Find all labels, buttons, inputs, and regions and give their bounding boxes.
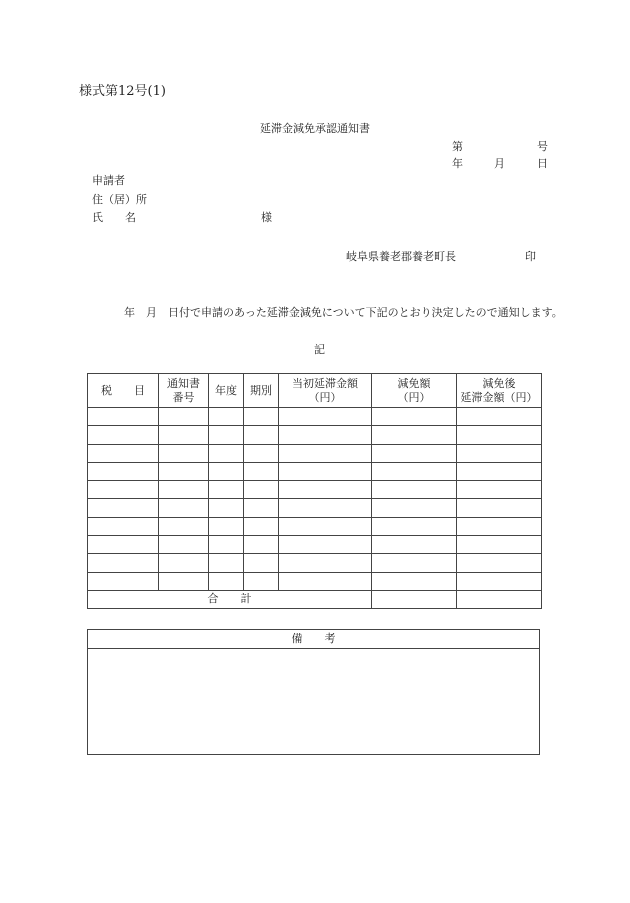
header-exemption-amount: 減免額 （円） xyxy=(372,374,457,408)
table-row xyxy=(88,444,542,462)
table-row xyxy=(88,517,542,535)
document-title: 延滞金減免承認通知書 xyxy=(260,122,370,135)
honorific: 様 xyxy=(261,211,272,224)
doc-number-prefix: 第 xyxy=(452,140,463,153)
table-row xyxy=(88,426,542,444)
header-fiscal-year: 年度 xyxy=(209,374,244,408)
table-row xyxy=(88,536,542,554)
address-label: 住（居）所 xyxy=(92,193,147,206)
date-month: 月 xyxy=(494,157,505,170)
total-row xyxy=(88,590,542,608)
date-year: 年 xyxy=(452,157,463,170)
table-row xyxy=(88,462,542,480)
date-day: 日 xyxy=(537,157,548,170)
issuer-name: 岐阜県養老郡養老町長 xyxy=(346,250,456,263)
header-notice-number: 通知書 番号 xyxy=(159,374,209,408)
table-row xyxy=(88,408,542,426)
notice-body: 年 月 日付で申請のあった延滞金減免について下記のとおり決定したので通知します。 xyxy=(124,306,563,319)
header-after-exemption: 減免後 延滞金額（円） xyxy=(457,374,542,408)
table-header-row xyxy=(88,374,542,408)
table-row xyxy=(88,481,542,499)
detail-table xyxy=(87,373,542,609)
remarks-label: 備 考 xyxy=(88,630,539,649)
name-label: 氏 名 xyxy=(92,211,136,224)
form-number: 様式第12号(1) xyxy=(79,84,166,99)
seal-mark: 印 xyxy=(525,250,536,263)
table-row xyxy=(88,572,542,590)
remarks-box xyxy=(87,629,540,755)
applicant-label: 申請者 xyxy=(92,174,125,187)
doc-number-suffix: 号 xyxy=(537,140,548,153)
header-period: 期別 xyxy=(244,374,279,408)
ki-mark: 記 xyxy=(314,343,325,356)
header-initial-amount: 当初延滞金額 （円） xyxy=(279,374,372,408)
table-row xyxy=(88,554,542,572)
total-label: 合 計 xyxy=(88,590,372,608)
header-tax-item: 税 目 xyxy=(88,374,159,408)
total-exemption-cell xyxy=(372,590,457,608)
total-after-cell xyxy=(457,590,542,608)
table-row xyxy=(88,499,542,517)
